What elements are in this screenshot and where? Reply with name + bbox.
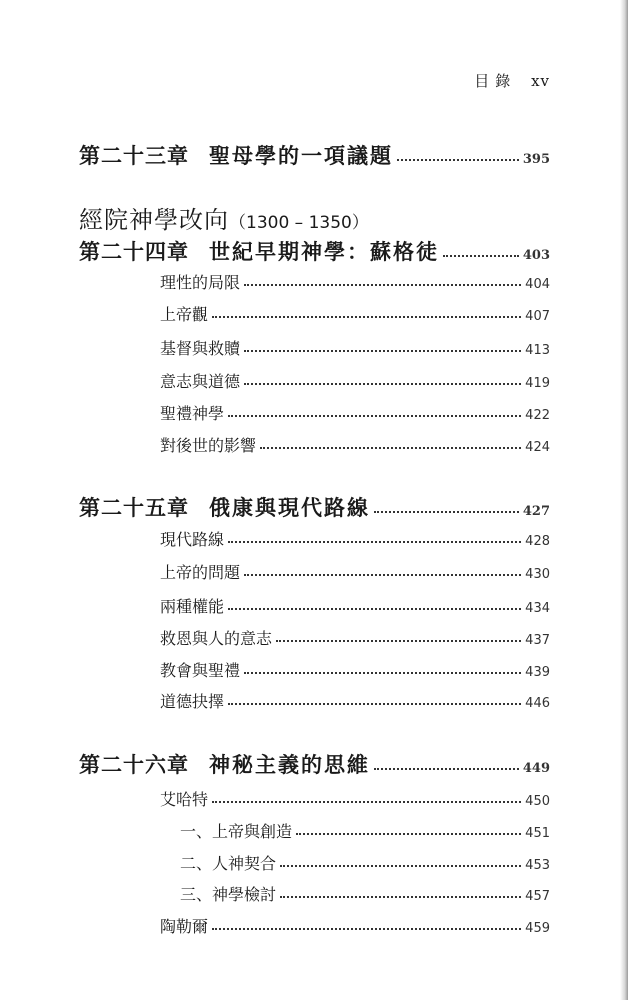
section-title: 上帝的問題 (160, 563, 241, 582)
page-number: 407 (525, 309, 550, 324)
leader-dots (374, 767, 519, 770)
leader-dots (244, 671, 521, 674)
leader-dots (296, 832, 521, 835)
toc-section[interactable] (160, 689, 550, 712)
page-number: 404 (525, 277, 550, 292)
page-number: 434 (525, 601, 550, 616)
section-title: 救恩與人的意志 (160, 629, 273, 648)
toc-chapter-26[interactable] (79, 749, 550, 779)
page-number: 430 (525, 567, 550, 582)
toc-chapter-25[interactable] (79, 492, 550, 522)
page-number: 422 (525, 408, 550, 423)
leader-dots (260, 446, 521, 449)
page-number: 450 (525, 794, 550, 809)
leader-dots (228, 607, 521, 610)
leader-dots (244, 283, 521, 286)
subsection-title: 三、神學檢討 (180, 885, 277, 904)
leader-dots (280, 864, 521, 867)
page-number: 449 (522, 761, 550, 776)
section-title: 聖禮神學 (160, 404, 225, 423)
leader-dots (212, 927, 521, 930)
toc-subsection[interactable] (180, 819, 550, 842)
chapter-label: 第二十六章 (79, 752, 189, 777)
toc-subsection[interactable] (180, 851, 550, 874)
leader-dots (228, 540, 521, 543)
leader-dots (280, 895, 521, 898)
chapter-title: 神秘主義的思維 (209, 752, 370, 777)
page-number: 403 (522, 248, 550, 263)
section-title: 艾哈特 (160, 790, 209, 809)
running-head (474, 70, 550, 91)
running-head-page-number: xv (531, 72, 550, 90)
part-title: 經院神學改向 (79, 206, 229, 234)
toc-section[interactable] (160, 401, 550, 424)
toc-section[interactable] (160, 787, 550, 810)
chapter-label: 第二十四章 (79, 239, 189, 264)
page-edge-shadow (620, 0, 628, 1000)
toc-section[interactable] (160, 560, 550, 583)
chapter-label: 第二十五章 (79, 495, 189, 520)
leader-dots (212, 800, 521, 803)
toc-section[interactable] (160, 527, 550, 550)
chapter-title: 俄康與現代路線 (209, 495, 370, 520)
page-number: 424 (525, 440, 550, 455)
running-head-label: 目錄 (474, 72, 517, 90)
toc-section[interactable] (160, 658, 550, 681)
toc-section[interactable] (160, 594, 550, 617)
page-number: 427 (522, 504, 550, 519)
page-number: 457 (525, 889, 550, 904)
leader-dots (276, 639, 521, 642)
toc-chapter-23[interactable] (79, 140, 550, 170)
toc-section[interactable] (160, 626, 550, 649)
subsection-title: 一、上帝與創造 (180, 822, 293, 841)
page-number: 437 (525, 633, 550, 648)
leader-dots (374, 510, 519, 513)
toc-section[interactable] (160, 270, 550, 293)
page-number: 395 (522, 152, 550, 167)
toc-section[interactable] (160, 302, 550, 325)
leader-dots (244, 349, 521, 352)
part-heading (79, 200, 369, 235)
toc-section[interactable] (160, 914, 550, 937)
subsection-title: 二、人神契合 (180, 854, 277, 873)
leader-dots (228, 414, 521, 417)
section-title: 現代路線 (160, 530, 225, 549)
toc-section[interactable] (160, 369, 550, 392)
toc-chapter-24[interactable] (79, 236, 550, 266)
section-title: 教會與聖禮 (160, 661, 241, 680)
page-number: 453 (525, 858, 550, 873)
chapter-title: 聖母學的一項議題 (209, 143, 393, 168)
page-number: 428 (525, 534, 550, 549)
page-number: 446 (525, 696, 550, 711)
toc-section[interactable] (160, 336, 550, 359)
toc-subsection[interactable] (180, 882, 550, 905)
section-title: 道德抉擇 (160, 692, 225, 711)
leader-dots (443, 254, 519, 257)
page-number: 413 (525, 343, 550, 358)
section-title: 理性的局限 (160, 273, 241, 292)
page-number: 419 (525, 376, 550, 391)
toc-section[interactable] (160, 433, 550, 456)
leader-dots (244, 382, 521, 385)
page-number: 459 (525, 921, 550, 936)
chapter-title: 世紀早期神學：蘇格徒 (209, 239, 439, 264)
leader-dots (397, 158, 519, 161)
leader-dots (212, 315, 521, 318)
section-title: 意志與道德 (160, 372, 241, 391)
leader-dots (244, 573, 521, 576)
section-title: 基督與救贖 (160, 339, 241, 358)
leader-dots (228, 702, 521, 705)
part-years: （1300 – 1350） (229, 213, 369, 233)
section-title: 陶勒爾 (160, 917, 209, 936)
chapter-label: 第二十三章 (79, 143, 189, 168)
section-title: 兩種權能 (160, 597, 225, 616)
page-number: 451 (525, 826, 550, 841)
section-title: 上帝觀 (160, 305, 209, 324)
section-title: 對後世的影響 (160, 436, 257, 455)
page-number: 439 (525, 665, 550, 680)
